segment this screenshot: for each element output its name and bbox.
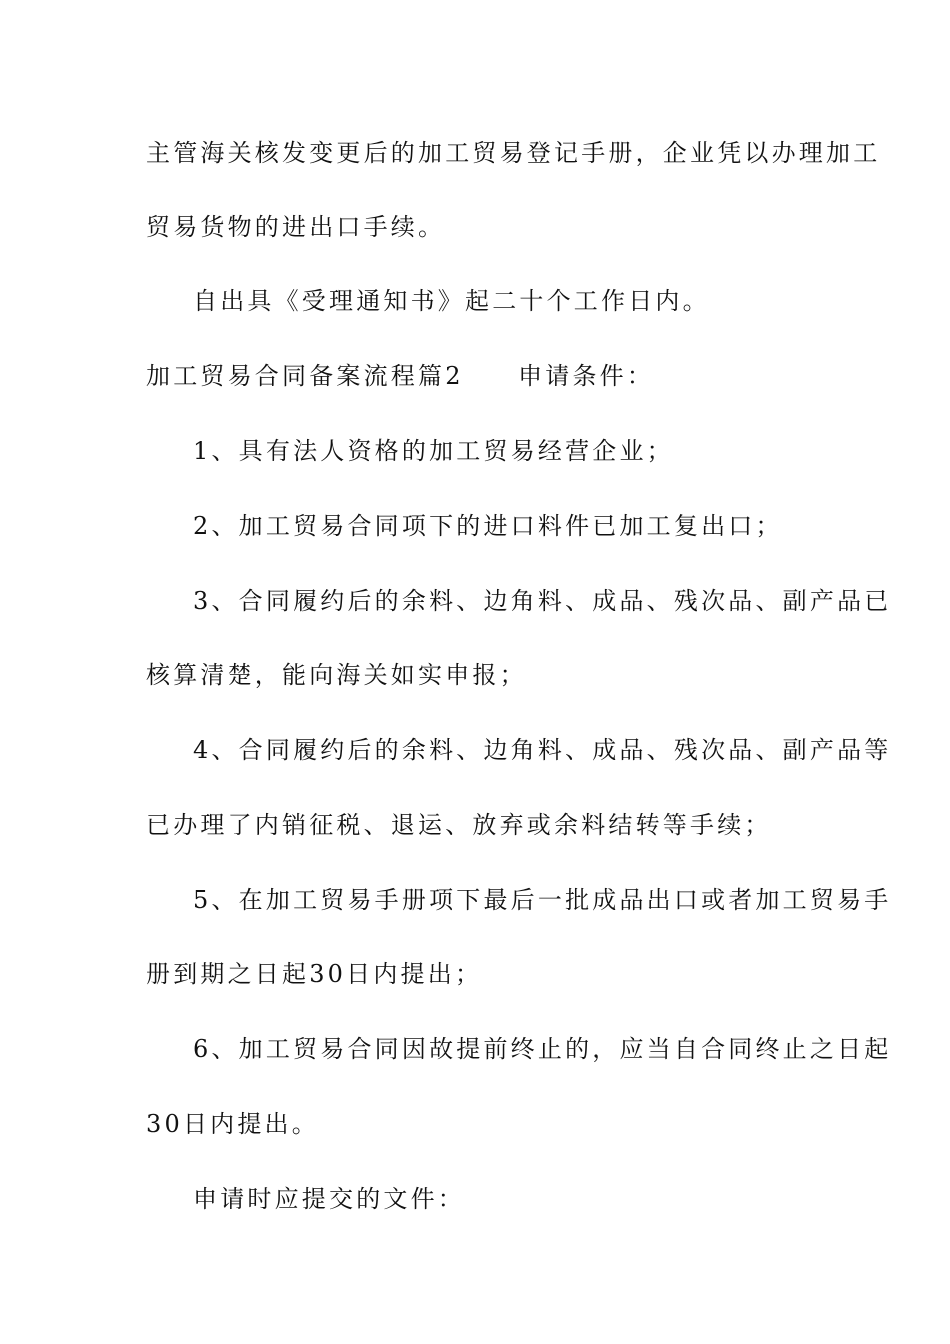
list-item: 3、合同履约后的余料、边角料、成品、残次品、副产品已 [193,587,892,615]
list-item: 2、加工贸易合同项下的进口料件已加工复出口； [193,512,783,540]
list-item-continuation: 已办理了内销征税、退运、放弃或余料结转等手续； [146,811,772,839]
section-heading: 加工贸易合同备案流程篇2 申请条件： [146,362,655,390]
list-item: 4、合同履约后的余料、边角料、成品、残次品、副产品等 [193,736,892,764]
list-item: 6、加工贸易合同因故提前终止的，应当自合同终止之日起 [193,1035,892,1063]
list-item-continuation: 册到期之日起30日内提出； [146,960,483,988]
list-item: 5、在加工贸易手册项下最后一批成品出口或者加工贸易手 [193,886,892,914]
list-item: 1、具有法人资格的加工贸易经营企业； [193,437,674,465]
paragraph-line: 主管海关核发变更后的加工贸易登记手册，企业凭以办理加工 [146,139,881,167]
paragraph-line: 申请时应提交的文件： [193,1185,465,1213]
list-item-continuation: 30日内提出。 [146,1110,319,1138]
paragraph-line: 贸易货物的进出口手续。 [146,213,446,241]
paragraph-line: 自出具《受理通知书》起二十个工作日内。 [193,287,710,315]
list-item-continuation: 核算清楚，能向海关如实申报； [146,661,527,689]
